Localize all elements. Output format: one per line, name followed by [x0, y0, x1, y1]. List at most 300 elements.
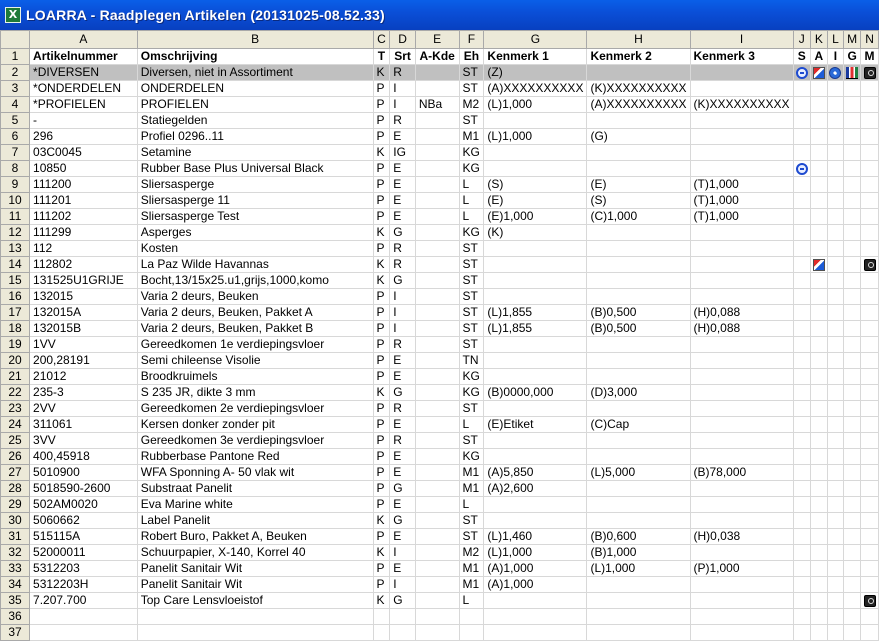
- icon-cell[interactable]: [793, 65, 810, 81]
- table-cell[interactable]: Sliersasperge: [137, 177, 373, 193]
- table-cell[interactable]: (L)1,855: [484, 321, 587, 337]
- table-cell[interactable]: (G): [587, 129, 690, 145]
- table-cell[interactable]: ST: [459, 241, 484, 257]
- table-cell[interactable]: [484, 161, 587, 177]
- table-cell[interactable]: (T)1,000: [690, 209, 793, 225]
- table-cell[interactable]: [587, 337, 690, 353]
- icon-cell[interactable]: [861, 385, 879, 401]
- column-header-l[interactable]: L: [827, 31, 843, 49]
- icon-cell[interactable]: [844, 65, 861, 81]
- table-cell[interactable]: [459, 625, 484, 641]
- table-cell[interactable]: P: [373, 561, 390, 577]
- icon-cell[interactable]: [810, 593, 827, 609]
- icon-cell[interactable]: [793, 401, 810, 417]
- table-cell[interactable]: (S): [587, 193, 690, 209]
- table-cell[interactable]: [415, 561, 459, 577]
- row-header[interactable]: 19: [1, 337, 30, 353]
- table-cell[interactable]: NBa: [415, 97, 459, 113]
- icon-cell[interactable]: [810, 321, 827, 337]
- table-cell[interactable]: 112802: [30, 257, 138, 273]
- table-cell[interactable]: G: [390, 593, 416, 609]
- table-cell[interactable]: (H)0,088: [690, 305, 793, 321]
- icon-cell[interactable]: [844, 609, 861, 625]
- row-header[interactable]: 30: [1, 513, 30, 529]
- row-header[interactable]: 15: [1, 273, 30, 289]
- row-header[interactable]: 22: [1, 385, 30, 401]
- icon-cell[interactable]: [793, 529, 810, 545]
- table-cell[interactable]: Kersen donker zonder pit: [137, 417, 373, 433]
- icon-cell[interactable]: [810, 129, 827, 145]
- table-cell[interactable]: E: [390, 449, 416, 465]
- icon-cell[interactable]: [827, 385, 843, 401]
- table-cell[interactable]: [690, 497, 793, 513]
- table-cell[interactable]: [415, 529, 459, 545]
- icon-cell[interactable]: [844, 417, 861, 433]
- table-cell[interactable]: P: [373, 433, 390, 449]
- table-cell[interactable]: [415, 193, 459, 209]
- icon-cell[interactable]: [844, 273, 861, 289]
- icon-cell[interactable]: [827, 433, 843, 449]
- icon-cell[interactable]: [844, 81, 861, 97]
- icon-cell[interactable]: [810, 65, 827, 81]
- table-cell[interactable]: (K)XXXXXXXXXX: [690, 97, 793, 113]
- table-cell[interactable]: [587, 161, 690, 177]
- icon-cell[interactable]: [844, 113, 861, 129]
- table-cell[interactable]: [587, 145, 690, 161]
- icon-cell[interactable]: [793, 337, 810, 353]
- row-header[interactable]: 2: [1, 65, 30, 81]
- table-cell[interactable]: 3VV: [30, 433, 138, 449]
- table-cell[interactable]: [415, 449, 459, 465]
- table-cell[interactable]: I: [390, 289, 416, 305]
- icon-cell[interactable]: [810, 145, 827, 161]
- table-cell[interactable]: [690, 577, 793, 593]
- icon-cell[interactable]: [861, 241, 879, 257]
- table-cell[interactable]: Label Panelit: [137, 513, 373, 529]
- icon-cell[interactable]: [827, 193, 843, 209]
- table-cell[interactable]: (L)1,000: [484, 545, 587, 561]
- table-cell[interactable]: 1VV: [30, 337, 138, 353]
- icon-cell[interactable]: [827, 561, 843, 577]
- table-cell[interactable]: ST: [459, 529, 484, 545]
- table-cell[interactable]: L: [459, 417, 484, 433]
- table-cell[interactable]: I: [390, 545, 416, 561]
- column-header-e[interactable]: E: [415, 31, 459, 49]
- icon-cell[interactable]: [827, 129, 843, 145]
- table-cell[interactable]: P: [373, 529, 390, 545]
- table-cell[interactable]: KG: [459, 369, 484, 385]
- icon-cell[interactable]: [827, 609, 843, 625]
- icon-cell[interactable]: [793, 449, 810, 465]
- row-header[interactable]: 13: [1, 241, 30, 257]
- table-cell[interactable]: [587, 625, 690, 641]
- icon-cell[interactable]: [810, 513, 827, 529]
- table-cell[interactable]: L: [459, 497, 484, 513]
- table-cell[interactable]: 111201: [30, 193, 138, 209]
- icon-cell[interactable]: [827, 417, 843, 433]
- row-header[interactable]: 9: [1, 177, 30, 193]
- table-cell[interactable]: [415, 465, 459, 481]
- icon-cell[interactable]: [827, 321, 843, 337]
- table-cell[interactable]: G: [390, 225, 416, 241]
- icon-cell[interactable]: [861, 273, 879, 289]
- icon-cell[interactable]: [844, 337, 861, 353]
- icon-cell[interactable]: [827, 337, 843, 353]
- table-cell[interactable]: [415, 113, 459, 129]
- icon-cell[interactable]: [861, 161, 879, 177]
- table-cell[interactable]: 200,28191: [30, 353, 138, 369]
- icon-cell[interactable]: [861, 593, 879, 609]
- row-header[interactable]: 25: [1, 433, 30, 449]
- table-cell[interactable]: P: [373, 129, 390, 145]
- table-cell[interactable]: 296: [30, 129, 138, 145]
- table-cell[interactable]: [587, 257, 690, 273]
- table-cell[interactable]: [373, 625, 390, 641]
- icon-cell[interactable]: [810, 385, 827, 401]
- icon-cell[interactable]: [793, 385, 810, 401]
- table-cell[interactable]: (A)5,850: [484, 465, 587, 481]
- table-cell[interactable]: P: [373, 305, 390, 321]
- icon-cell[interactable]: [861, 529, 879, 545]
- table-cell[interactable]: (A)2,600: [484, 481, 587, 497]
- icon-cell[interactable]: [810, 625, 827, 641]
- icon-cell[interactable]: [810, 305, 827, 321]
- icon-cell[interactable]: [810, 497, 827, 513]
- table-cell[interactable]: 5312203: [30, 561, 138, 577]
- icon-cell[interactable]: [861, 545, 879, 561]
- icon-cell[interactable]: [793, 513, 810, 529]
- table-cell[interactable]: (A)1,000: [484, 561, 587, 577]
- icon-cell[interactable]: [844, 513, 861, 529]
- table-cell[interactable]: E: [390, 417, 416, 433]
- table-cell[interactable]: 10850: [30, 161, 138, 177]
- table-cell[interactable]: 400,45918: [30, 449, 138, 465]
- row-header[interactable]: 33: [1, 561, 30, 577]
- row-header[interactable]: 34: [1, 577, 30, 593]
- table-cell[interactable]: P: [373, 401, 390, 417]
- icon-cell[interactable]: [810, 193, 827, 209]
- table-cell[interactable]: [587, 273, 690, 289]
- icon-cell[interactable]: [861, 257, 879, 273]
- table-cell[interactable]: ST: [459, 513, 484, 529]
- table-cell[interactable]: I: [390, 81, 416, 97]
- icon-cell[interactable]: [793, 161, 810, 177]
- icon-cell[interactable]: [827, 545, 843, 561]
- column-header-j[interactable]: J: [793, 31, 810, 49]
- icon-cell[interactable]: [810, 609, 827, 625]
- table-cell[interactable]: [484, 449, 587, 465]
- column-header-c[interactable]: C: [373, 31, 390, 49]
- row-header[interactable]: 21: [1, 369, 30, 385]
- table-cell[interactable]: [484, 337, 587, 353]
- table-cell[interactable]: (A)1,000: [484, 577, 587, 593]
- row-header[interactable]: 14: [1, 257, 30, 273]
- icon-cell[interactable]: [827, 289, 843, 305]
- table-cell[interactable]: [484, 353, 587, 369]
- icon-cell[interactable]: [827, 145, 843, 161]
- icon-cell[interactable]: [793, 561, 810, 577]
- table-cell[interactable]: (C)Cap: [587, 417, 690, 433]
- table-cell[interactable]: (B)0,600: [587, 529, 690, 545]
- icon-cell[interactable]: [793, 545, 810, 561]
- table-cell[interactable]: [690, 241, 793, 257]
- icon-cell[interactable]: [861, 481, 879, 497]
- icon-cell[interactable]: [827, 209, 843, 225]
- table-cell[interactable]: [690, 417, 793, 433]
- table-cell[interactable]: [415, 417, 459, 433]
- row-header[interactable]: 26: [1, 449, 30, 465]
- table-cell[interactable]: [484, 433, 587, 449]
- icon-cell[interactable]: [793, 481, 810, 497]
- row-header[interactable]: 37: [1, 625, 30, 641]
- table-cell[interactable]: [415, 401, 459, 417]
- header-cell[interactable]: Omschrijving: [137, 49, 373, 65]
- table-cell[interactable]: 5312203H: [30, 577, 138, 593]
- table-cell[interactable]: 311061: [30, 417, 138, 433]
- table-cell[interactable]: [690, 609, 793, 625]
- icon-cell[interactable]: [827, 449, 843, 465]
- table-cell[interactable]: E: [390, 193, 416, 209]
- icon-cell[interactable]: [861, 609, 879, 625]
- header-cell[interactable]: A: [810, 49, 827, 65]
- table-cell[interactable]: (S): [484, 177, 587, 193]
- table-cell[interactable]: P: [373, 465, 390, 481]
- column-header-k[interactable]: K: [810, 31, 827, 49]
- table-cell[interactable]: [587, 481, 690, 497]
- table-cell[interactable]: 5060662: [30, 513, 138, 529]
- row-header[interactable]: 11: [1, 209, 30, 225]
- table-cell[interactable]: Eva Marine white: [137, 497, 373, 513]
- table-cell[interactable]: [690, 145, 793, 161]
- table-cell[interactable]: K: [373, 257, 390, 273]
- row-header[interactable]: 32: [1, 545, 30, 561]
- icon-cell[interactable]: [861, 497, 879, 513]
- column-header-b[interactable]: B: [137, 31, 373, 49]
- table-cell[interactable]: [30, 609, 138, 625]
- icon-cell[interactable]: [810, 433, 827, 449]
- table-cell[interactable]: 132015: [30, 289, 138, 305]
- icon-cell[interactable]: [793, 321, 810, 337]
- table-cell[interactable]: P: [373, 209, 390, 225]
- table-cell[interactable]: Diversen, niet in Assortiment: [137, 65, 373, 81]
- table-cell[interactable]: [587, 353, 690, 369]
- table-cell[interactable]: 131525U1GRIJE: [30, 273, 138, 289]
- table-cell[interactable]: [415, 257, 459, 273]
- table-cell[interactable]: K: [373, 545, 390, 561]
- table-cell[interactable]: P: [373, 289, 390, 305]
- table-cell[interactable]: R: [390, 257, 416, 273]
- table-cell[interactable]: (A)XXXXXXXXXX: [587, 97, 690, 113]
- table-cell[interactable]: 132015A: [30, 305, 138, 321]
- table-cell[interactable]: ST: [459, 257, 484, 273]
- glasses-icon[interactable]: [796, 67, 808, 79]
- table-cell[interactable]: Sliersasperge 11: [137, 193, 373, 209]
- table-cell[interactable]: L: [459, 593, 484, 609]
- flag-icon[interactable]: [846, 67, 858, 79]
- icon-cell[interactable]: [793, 417, 810, 433]
- table-cell[interactable]: M1: [459, 481, 484, 497]
- table-cell[interactable]: Robert Buro, Pakket A, Beuken: [137, 529, 373, 545]
- icon-cell[interactable]: [861, 625, 879, 641]
- table-cell[interactable]: K: [373, 273, 390, 289]
- glasses-icon[interactable]: [796, 163, 808, 175]
- table-cell[interactable]: K: [373, 513, 390, 529]
- table-cell[interactable]: P: [373, 321, 390, 337]
- table-cell[interactable]: [415, 513, 459, 529]
- icon-cell[interactable]: [793, 257, 810, 273]
- row-header[interactable]: 1: [1, 49, 30, 65]
- header-cell[interactable]: T: [373, 49, 390, 65]
- header-cell[interactable]: Srt: [390, 49, 416, 65]
- table-cell[interactable]: [690, 353, 793, 369]
- table-cell[interactable]: [587, 289, 690, 305]
- icon-cell[interactable]: [844, 465, 861, 481]
- table-cell[interactable]: 5018590-2600: [30, 481, 138, 497]
- table-cell[interactable]: Schuurpapier, X-140, Korrel 40: [137, 545, 373, 561]
- icon-cell[interactable]: [861, 113, 879, 129]
- table-cell[interactable]: [137, 625, 373, 641]
- icon-cell[interactable]: [810, 529, 827, 545]
- row-header[interactable]: 36: [1, 609, 30, 625]
- icon-cell[interactable]: [827, 305, 843, 321]
- table-cell[interactable]: [415, 81, 459, 97]
- table-cell[interactable]: P: [373, 177, 390, 193]
- table-cell[interactable]: [690, 337, 793, 353]
- table-cell[interactable]: [690, 513, 793, 529]
- table-cell[interactable]: WFA Sponning A- 50 vlak wit: [137, 465, 373, 481]
- icon-cell[interactable]: [861, 465, 879, 481]
- column-header-a[interactable]: A: [30, 31, 138, 49]
- table-cell[interactable]: (H)0,088: [690, 321, 793, 337]
- table-cell[interactable]: (P)1,000: [690, 561, 793, 577]
- icon-cell[interactable]: [810, 289, 827, 305]
- spreadsheet-grid[interactable]: [0, 30, 879, 639]
- icon-cell[interactable]: [793, 177, 810, 193]
- table-cell[interactable]: P: [373, 97, 390, 113]
- table-cell[interactable]: [30, 625, 138, 641]
- table-cell[interactable]: [690, 449, 793, 465]
- icon-cell[interactable]: [844, 193, 861, 209]
- icon-cell[interactable]: [827, 513, 843, 529]
- icon-cell[interactable]: [810, 561, 827, 577]
- table-cell[interactable]: R: [390, 241, 416, 257]
- row-header[interactable]: 17: [1, 305, 30, 321]
- table-cell[interactable]: (E)Etiket: [484, 417, 587, 433]
- table-cell[interactable]: [484, 289, 587, 305]
- icon-cell[interactable]: [810, 337, 827, 353]
- table-cell[interactable]: Panelit Sanitair Wit: [137, 577, 373, 593]
- icon-cell[interactable]: [793, 305, 810, 321]
- row-header[interactable]: 16: [1, 289, 30, 305]
- column-header-g[interactable]: G: [484, 31, 587, 49]
- table-cell[interactable]: IG: [390, 145, 416, 161]
- table-cell[interactable]: P: [373, 113, 390, 129]
- icon-cell[interactable]: [827, 577, 843, 593]
- table-cell[interactable]: P: [373, 193, 390, 209]
- table-cell[interactable]: G: [390, 273, 416, 289]
- table-cell[interactable]: 2VV: [30, 401, 138, 417]
- icon-cell[interactable]: [810, 465, 827, 481]
- table-cell[interactable]: 03C0045: [30, 145, 138, 161]
- table-cell[interactable]: E: [390, 353, 416, 369]
- icon-cell[interactable]: [844, 289, 861, 305]
- table-cell[interactable]: K: [373, 385, 390, 401]
- table-cell[interactable]: [587, 577, 690, 593]
- table-cell[interactable]: [690, 65, 793, 81]
- table-cell[interactable]: KG: [459, 161, 484, 177]
- icon-cell[interactable]: [861, 129, 879, 145]
- table-cell[interactable]: [415, 433, 459, 449]
- table-cell[interactable]: [484, 513, 587, 529]
- row-header[interactable]: 8: [1, 161, 30, 177]
- row-header[interactable]: 35: [1, 593, 30, 609]
- icon-cell[interactable]: [861, 353, 879, 369]
- icon-cell[interactable]: [810, 273, 827, 289]
- row-header[interactable]: 31: [1, 529, 30, 545]
- table-cell[interactable]: 111200: [30, 177, 138, 193]
- table-cell[interactable]: L: [459, 177, 484, 193]
- table-cell[interactable]: [587, 513, 690, 529]
- icon-cell[interactable]: [793, 97, 810, 113]
- table-cell[interactable]: ST: [459, 113, 484, 129]
- icon-cell[interactable]: [844, 209, 861, 225]
- table-cell[interactable]: PROFIELEN: [137, 97, 373, 113]
- table-cell[interactable]: *ONDERDELEN: [30, 81, 138, 97]
- column-header-i[interactable]: I: [690, 31, 793, 49]
- icon-cell[interactable]: [844, 145, 861, 161]
- icon-cell[interactable]: [810, 209, 827, 225]
- icon-cell[interactable]: [810, 177, 827, 193]
- table-cell[interactable]: [484, 401, 587, 417]
- table-cell[interactable]: I: [390, 577, 416, 593]
- table-cell[interactable]: M2: [459, 97, 484, 113]
- icon-cell[interactable]: [861, 561, 879, 577]
- table-cell[interactable]: P: [373, 417, 390, 433]
- row-header[interactable]: 27: [1, 465, 30, 481]
- table-cell[interactable]: (C)1,000: [587, 209, 690, 225]
- icon-cell[interactable]: [810, 369, 827, 385]
- table-cell[interactable]: [587, 609, 690, 625]
- icon-cell[interactable]: [810, 81, 827, 97]
- icon-cell[interactable]: [827, 369, 843, 385]
- table-cell[interactable]: 5010900: [30, 465, 138, 481]
- table-cell[interactable]: (B)78,000: [690, 465, 793, 481]
- table-cell[interactable]: [690, 113, 793, 129]
- icon-cell[interactable]: [844, 529, 861, 545]
- icon-cell[interactable]: [810, 449, 827, 465]
- table-cell[interactable]: (E): [484, 193, 587, 209]
- table-cell[interactable]: ST: [459, 81, 484, 97]
- icon-cell[interactable]: [827, 593, 843, 609]
- table-cell[interactable]: [459, 609, 484, 625]
- icon-cell[interactable]: [861, 225, 879, 241]
- table-cell[interactable]: [690, 369, 793, 385]
- icon-cell[interactable]: [861, 401, 879, 417]
- icon-cell[interactable]: [844, 481, 861, 497]
- table-cell[interactable]: [137, 609, 373, 625]
- table-cell[interactable]: (K): [484, 225, 587, 241]
- table-cell[interactable]: [415, 545, 459, 561]
- table-cell[interactable]: [690, 401, 793, 417]
- icon-cell[interactable]: [844, 593, 861, 609]
- table-cell[interactable]: [484, 145, 587, 161]
- table-cell[interactable]: [415, 177, 459, 193]
- table-cell[interactable]: (L)1,855: [484, 305, 587, 321]
- table-cell[interactable]: P: [373, 497, 390, 513]
- table-cell[interactable]: Rubber Base Plus Universal Black: [137, 161, 373, 177]
- table-cell[interactable]: S 235 JR, dikte 3 mm: [137, 385, 373, 401]
- table-cell[interactable]: 515115A: [30, 529, 138, 545]
